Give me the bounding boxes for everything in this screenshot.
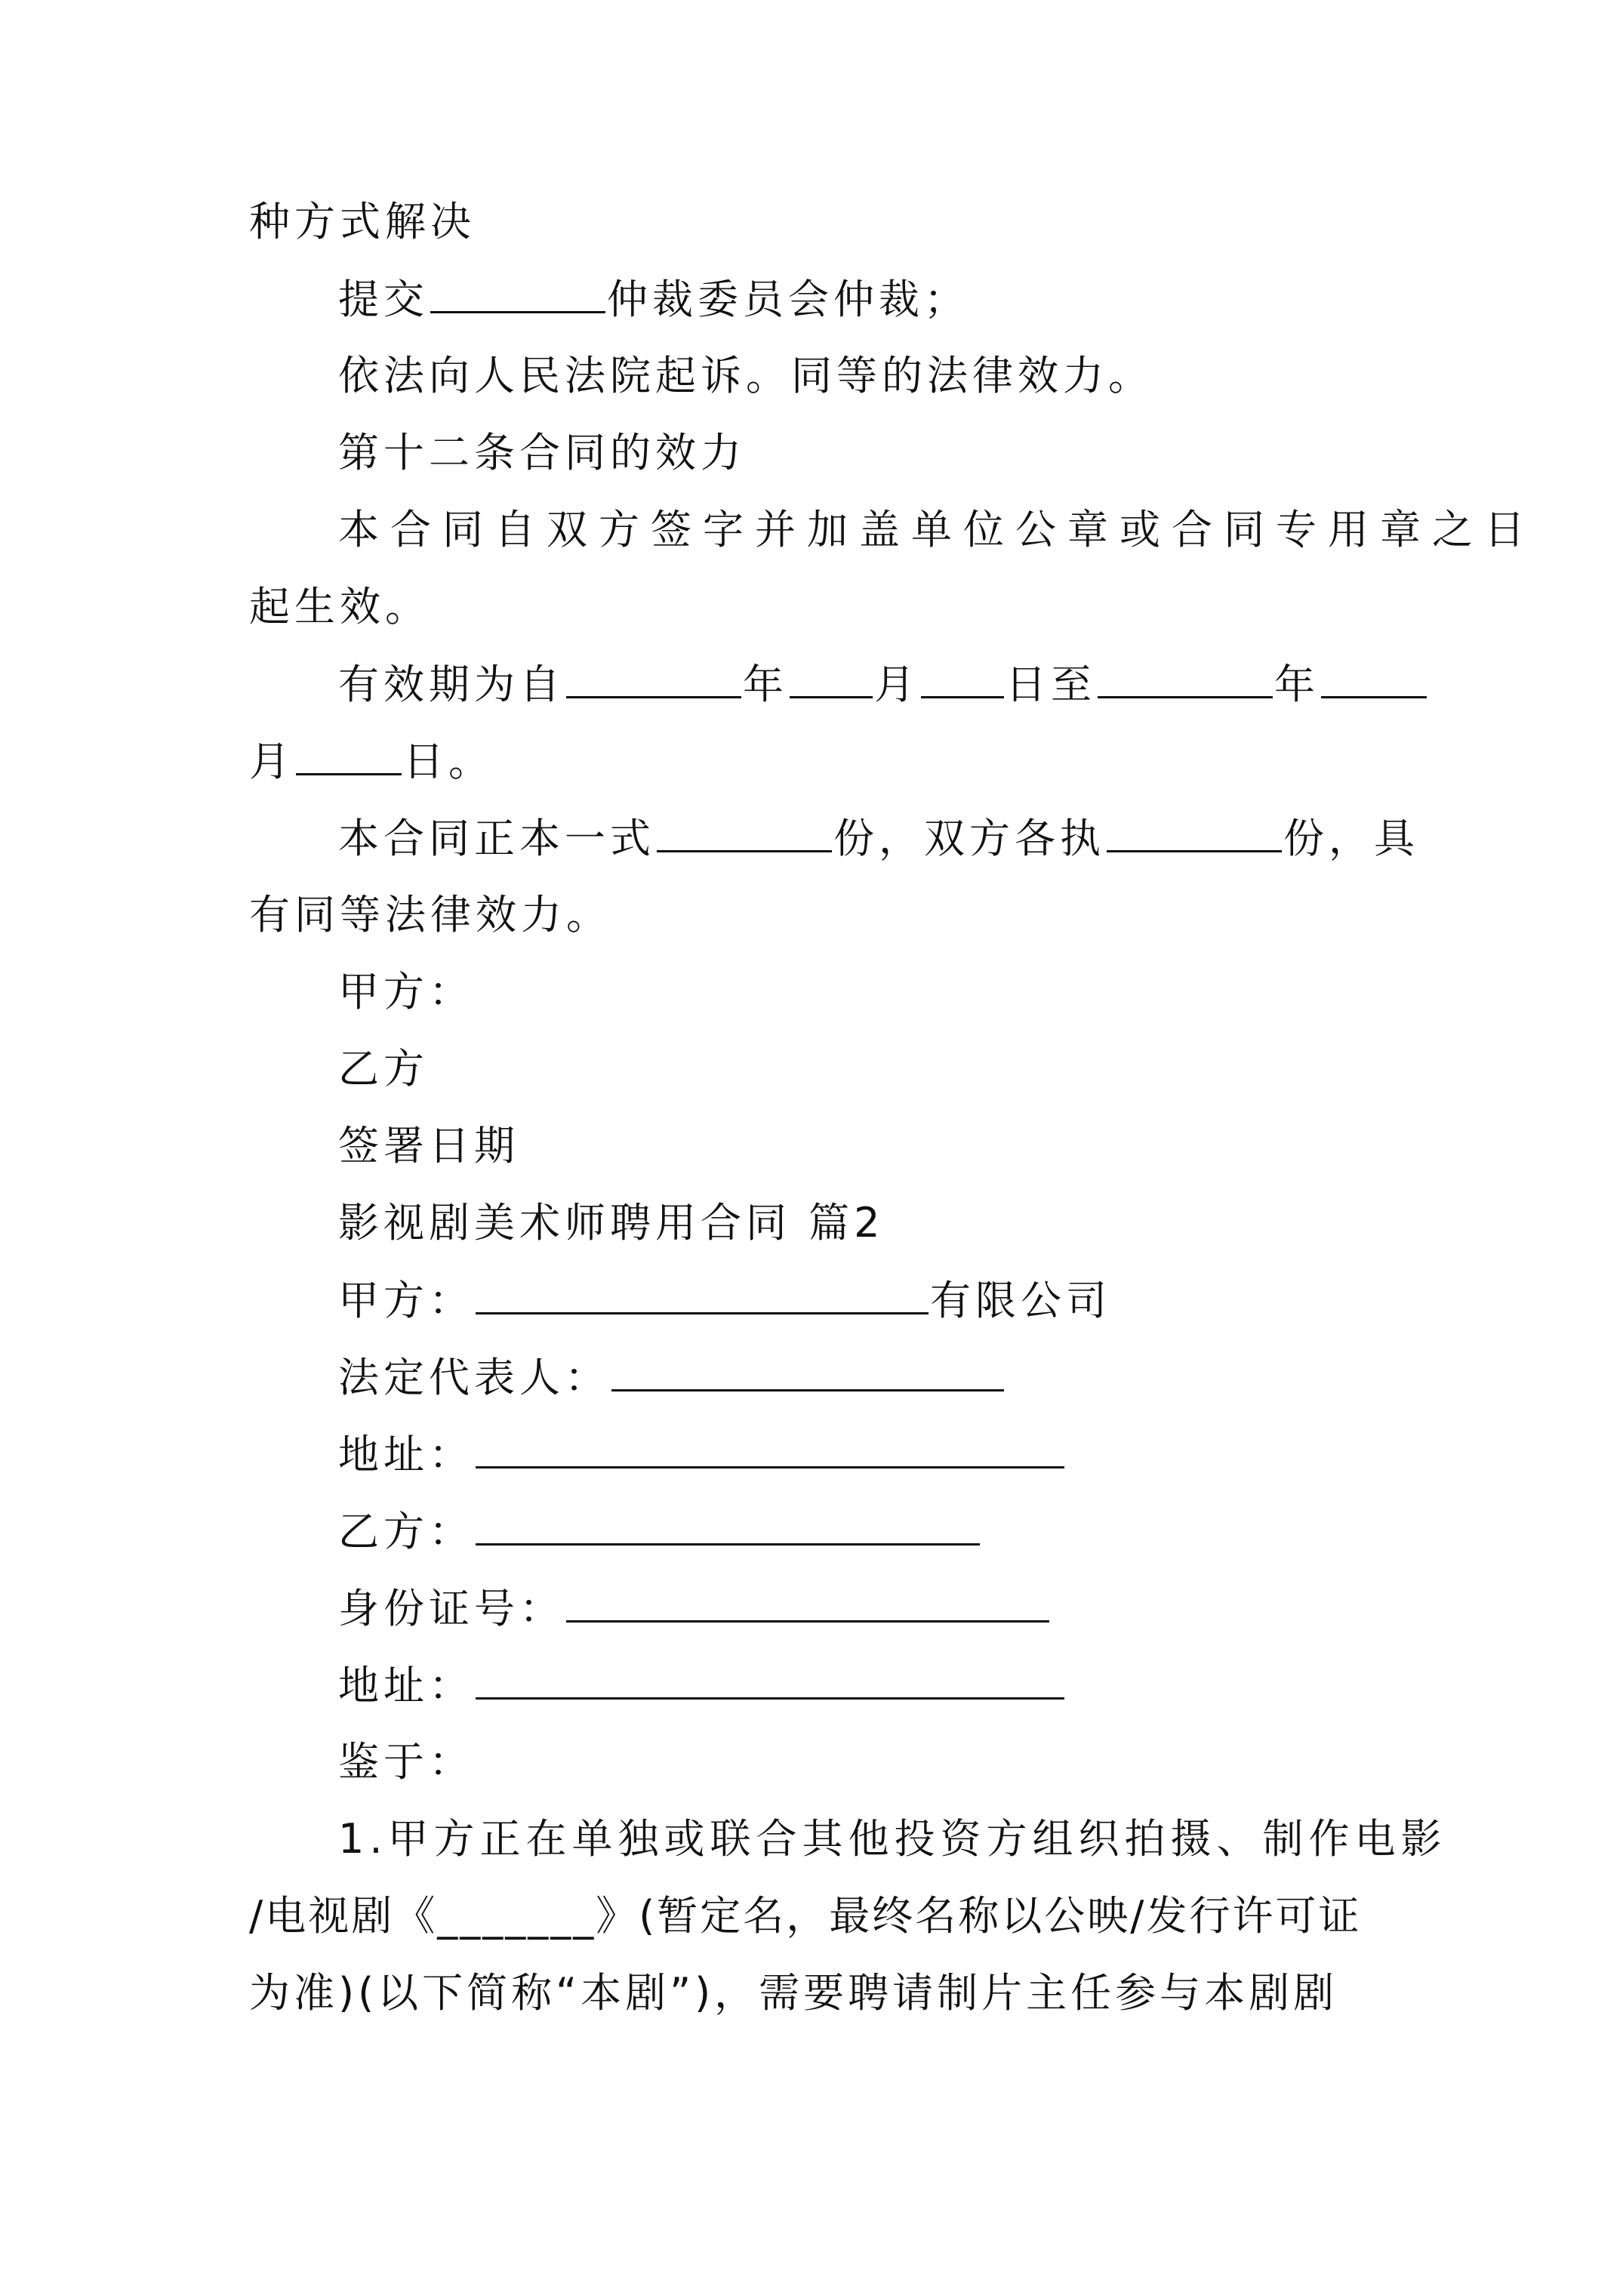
fill-in-blank [1107, 814, 1282, 852]
text-line [338, 352, 1153, 400]
line-text: 提交 [338, 276, 429, 323]
line-text: /电视剧《_______》(暂定名，最终名称以公映/发行许可证 [249, 1892, 1362, 1940]
line-text: 乙方： [338, 1508, 474, 1555]
text-line [338, 1661, 1066, 1710]
line-text: 为准)(以下简称“本剧”)，需要聘请制片主任参与本剧剧 [249, 1969, 1338, 2017]
text-line [249, 583, 430, 631]
section-heading [338, 429, 746, 477]
text-line [338, 814, 1419, 863]
line-text: 甲方： [338, 968, 474, 1015]
text-line [249, 1892, 1361, 1940]
signature-label [338, 1045, 429, 1093]
fill-in-blank [657, 814, 832, 852]
fill-in-blank [476, 1430, 1064, 1469]
text-line [249, 1969, 1338, 2017]
line-text: 有效期为自 [338, 661, 565, 708]
fill-in-blank [476, 1276, 929, 1314]
text-line [338, 506, 1536, 554]
line-text: 年 [1274, 661, 1320, 708]
line-text: 有同等法律效力。 [249, 891, 611, 938]
fill-in-blank [921, 660, 1004, 698]
fill-in-blank [566, 1584, 1049, 1623]
fill-in-blank [566, 660, 741, 698]
text-line [338, 1738, 474, 1786]
text-line [338, 1815, 1447, 1863]
signature-label [338, 968, 474, 1016]
fill-in-blank [430, 275, 605, 313]
text-line [338, 1507, 981, 1556]
line-text: 签署日期 [338, 1122, 519, 1170]
line-text: 第十二条合同的效力 [338, 429, 746, 476]
line-text: 依法向人民法院起诉。同等的法律效力。 [338, 352, 1153, 399]
line-text: 本合同正本一式 [338, 815, 655, 862]
line-text: 份，具 [1283, 815, 1419, 862]
fill-in-blank [296, 737, 402, 775]
text-line [249, 891, 611, 939]
line-text: 影视剧美术师聘用合同 篇2 [338, 1199, 885, 1247]
line-text: 身份证号： [338, 1585, 565, 1632]
line-text: 年 [743, 661, 788, 708]
line-text: 仲裁委员会仲裁； [607, 276, 969, 323]
text-line [249, 737, 494, 786]
line-text: 本合同自双方签字并加盖单位公章或合同专用章之日 [338, 506, 1536, 553]
text-line [338, 275, 969, 324]
document-title [338, 1199, 885, 1247]
line-text: 种方式解决 [249, 198, 476, 245]
line-text: 日。 [403, 738, 494, 785]
line-text: 起生效。 [249, 583, 430, 630]
line-text: 甲方： [338, 1277, 474, 1324]
fill-in-blank [1321, 660, 1427, 698]
text-line [338, 1584, 1051, 1633]
text-line [338, 660, 1428, 709]
signature-label [338, 1122, 519, 1170]
text-line [249, 198, 476, 246]
line-text: 法定代表人： [338, 1354, 610, 1401]
fill-in-blank [1098, 660, 1273, 698]
fill-in-blank [790, 660, 873, 698]
text-line [338, 1353, 1006, 1402]
line-text: 月 [249, 738, 294, 785]
line-text: 地址： [338, 1431, 474, 1478]
line-text: 乙方 [338, 1045, 429, 1093]
line-text: 月 [874, 661, 919, 708]
fill-in-blank [476, 1661, 1064, 1700]
text-line [338, 1276, 1111, 1325]
line-text: 日至 [1006, 661, 1096, 708]
line-text: 鉴于： [338, 1738, 474, 1786]
fill-in-blank [611, 1353, 1004, 1391]
text-line [338, 1430, 1066, 1479]
line-text: 份，双方各执 [833, 815, 1105, 862]
line-text: 1.甲方正在单独或联合其他投资方组织拍摄、制作电影 [338, 1815, 1447, 1863]
line-text: 地址： [338, 1662, 474, 1709]
fill-in-blank [476, 1507, 980, 1546]
line-text: 有限公司 [930, 1277, 1111, 1324]
